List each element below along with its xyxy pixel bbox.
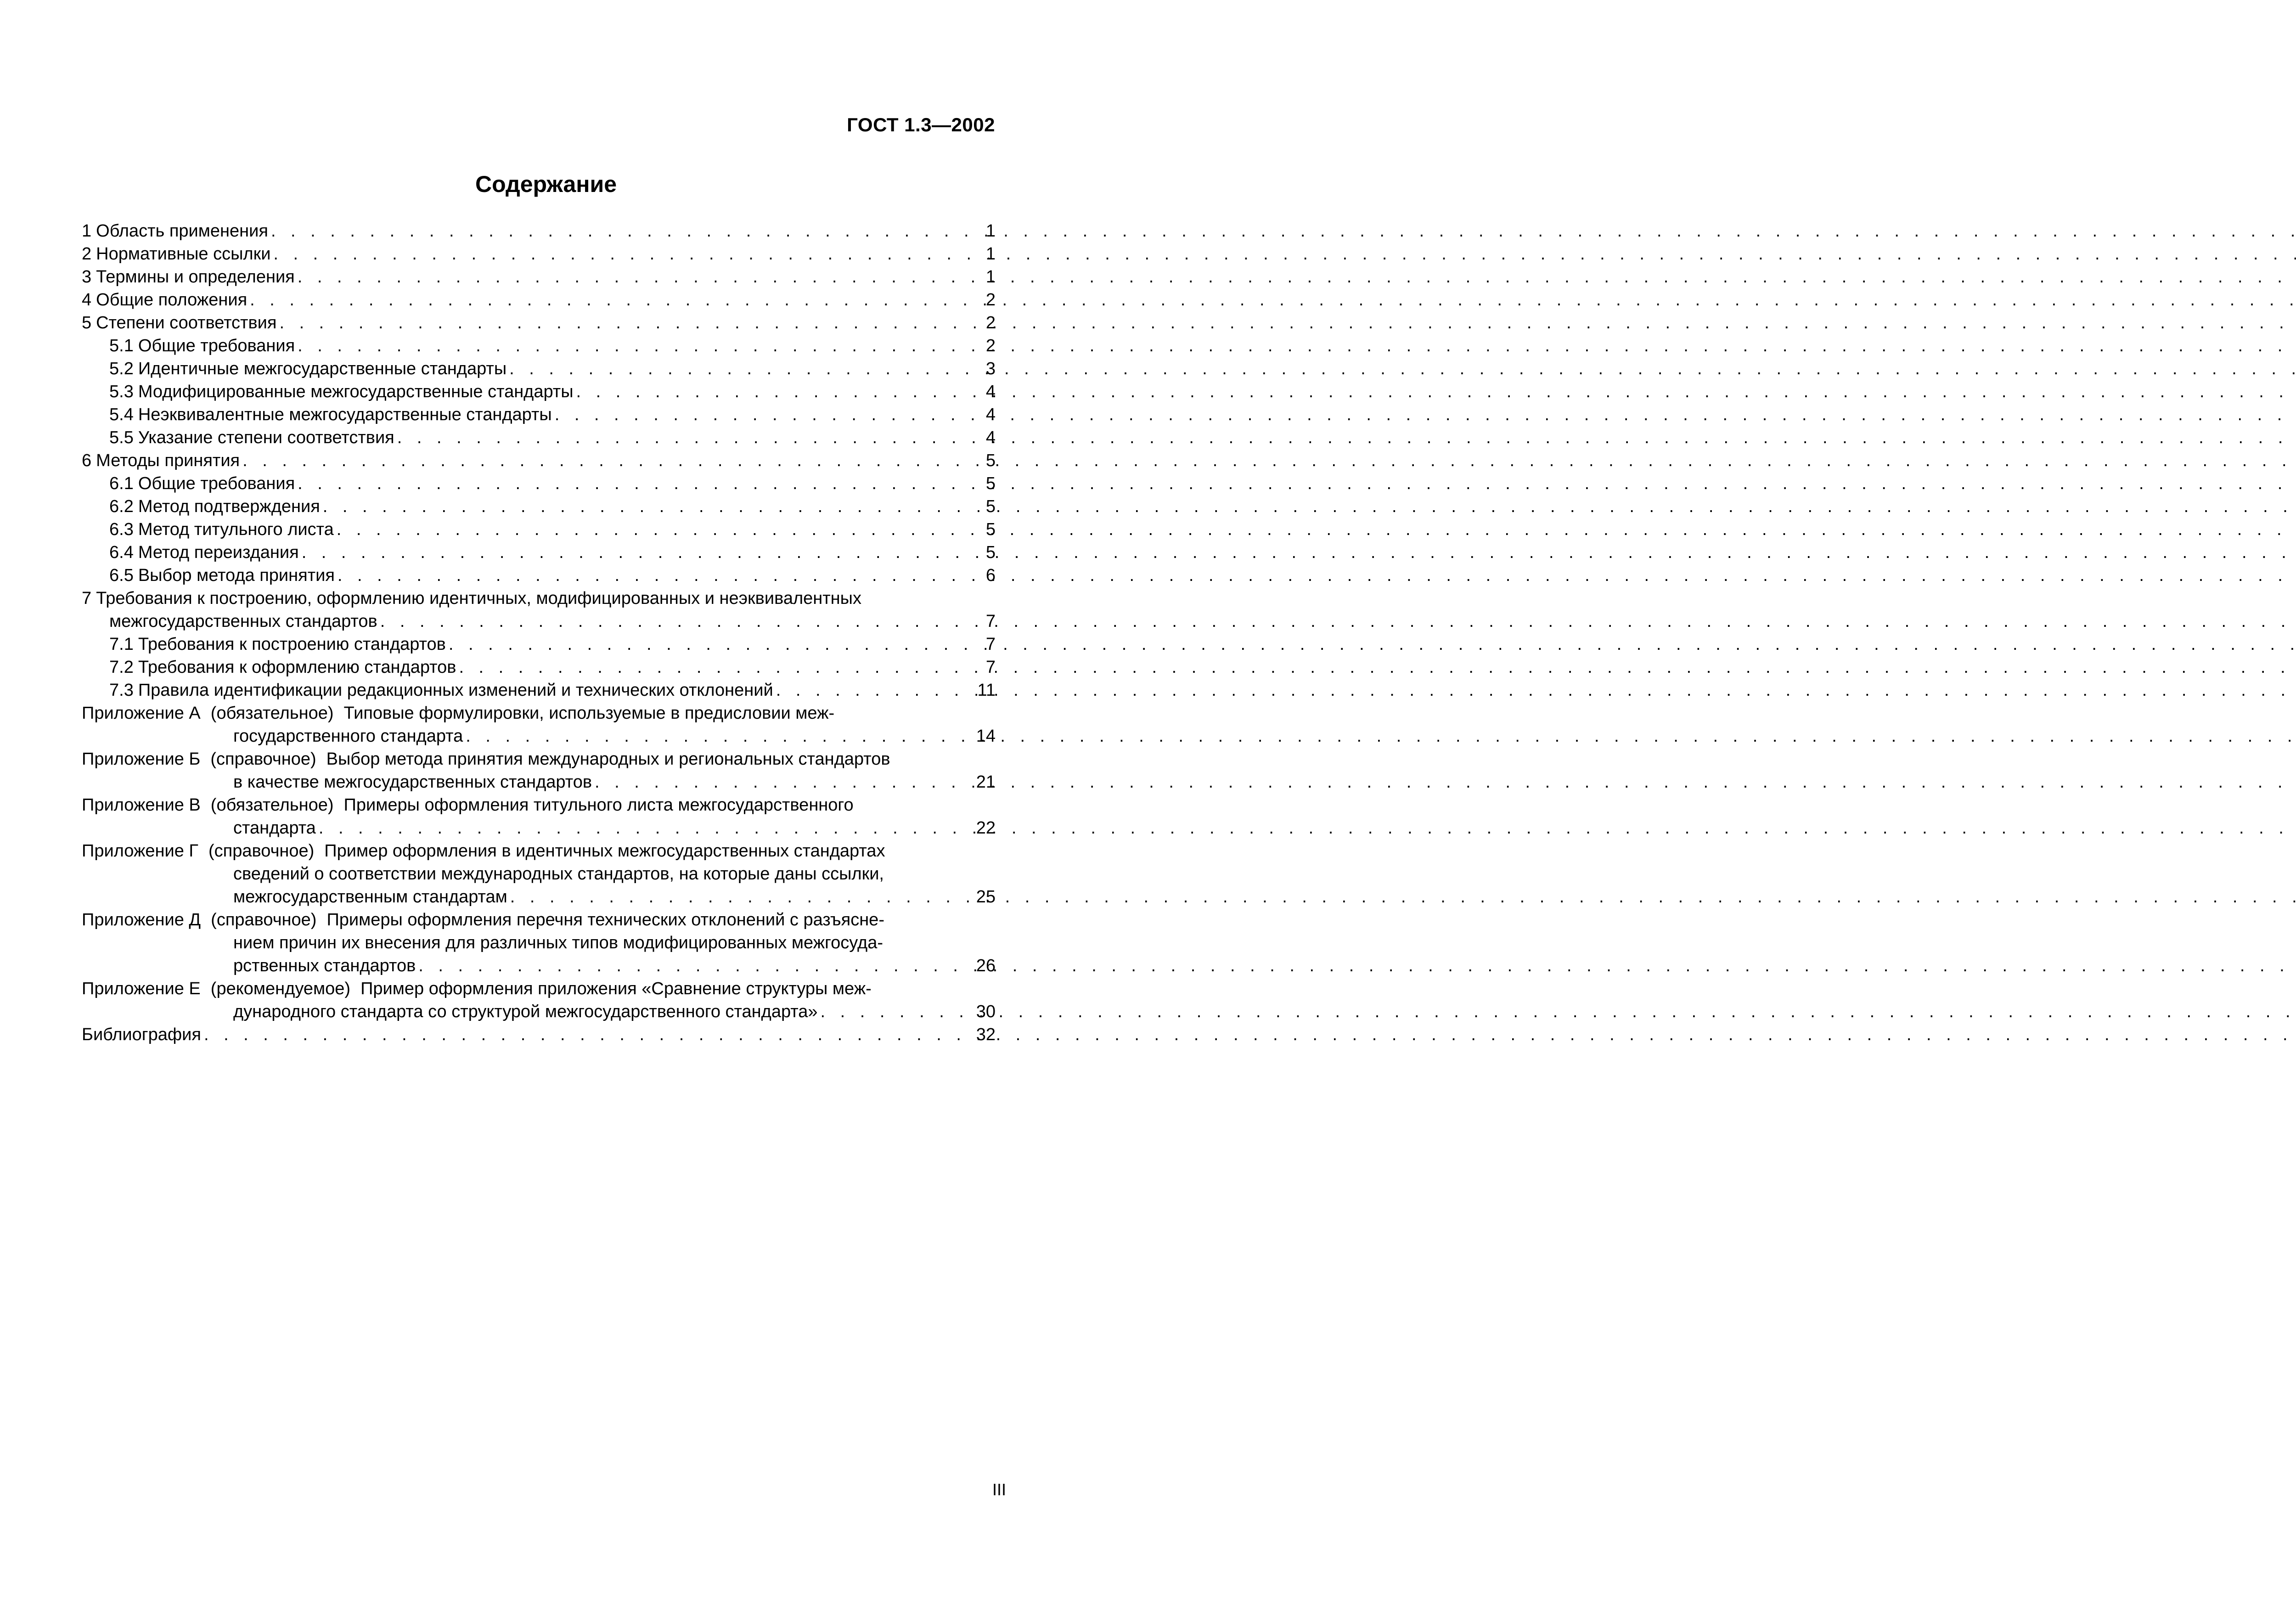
appendix-title: дународного стандарта со структурой межгосударственного стандарта» [233, 1002, 818, 1021]
leader-dots [250, 288, 984, 311]
toc-entry-line [82, 908, 996, 931]
toc-entry-line [82, 931, 996, 954]
toc-entry-line [82, 242, 996, 265]
toc-entry-page: 30 [976, 1002, 996, 1021]
toc-entry-title: Выбор метода принятия [138, 566, 335, 585]
toc-entry-number: 7.1 [109, 635, 134, 654]
toc-entry-page: 6 [985, 566, 996, 585]
toc-entry-number: 6.4 [109, 543, 134, 562]
toc-entry-number: 5.4 [109, 405, 134, 424]
toc-entry-page: 7 [985, 635, 996, 654]
toc-entry-title: Модифицированные межгосударственные стандарты [138, 382, 574, 401]
toc-entry-line [82, 426, 996, 449]
toc-entry-title: Общие положения [96, 290, 248, 310]
toc-entry-line [82, 403, 996, 426]
appendix-label: Приложение Е [82, 979, 201, 998]
leader-dots [776, 679, 976, 702]
toc-entry[interactable] [82, 265, 996, 288]
toc-entry-title: Область применения [96, 221, 268, 241]
toc-entry[interactable] [82, 472, 996, 495]
toc-entry[interactable] [82, 449, 996, 472]
leader-dots [397, 426, 984, 449]
toc-entry[interactable] [82, 403, 996, 426]
toc-entry-title: Метод подтверждения [138, 497, 320, 516]
toc-entry[interactable] [82, 426, 996, 449]
toc-entry-line [82, 656, 996, 679]
toc-entry-line [82, 862, 996, 885]
appendix-title: Примеры оформления перечня технических отклонений с разъясне- [326, 910, 884, 929]
toc-entry-page: 4 [985, 405, 996, 424]
toc-entry-page: 5 [985, 451, 996, 470]
toc-entry-number: 6.5 [109, 566, 134, 585]
leader-dots [509, 357, 984, 380]
toc-entry-number: 6.3 [109, 520, 134, 539]
document-page [0, 0, 1139, 1611]
toc-entry-page: 21 [976, 772, 996, 792]
toc-entry-title: Методы принятия [96, 451, 240, 470]
toc-entry-line [82, 220, 996, 242]
toc-entry[interactable] [82, 380, 996, 403]
toc-entry[interactable] [82, 311, 996, 334]
toc-entry-title: Метод титульного листа [138, 520, 334, 539]
appendix-label: Приложение В [82, 795, 201, 815]
leader-dots [595, 771, 974, 794]
appendix-title: межгосударственным стандартам [233, 887, 507, 907]
leader-dots [319, 817, 974, 839]
toc-entry-number: 5.1 [109, 336, 134, 355]
table-of-contents [82, 220, 996, 1046]
toc-entry[interactable] [82, 495, 996, 518]
toc-appendix-entry[interactable] [82, 908, 996, 977]
toc-entry-line [82, 794, 996, 817]
appendix-title: Типовые формулировки, используемые в предисловии меж- [343, 704, 835, 723]
toc-entry-title: Общие требования [138, 474, 295, 493]
toc-entry[interactable] [82, 656, 996, 679]
appendix-title: государственного стандарта [233, 727, 463, 746]
appendix-status: (обязательное) [210, 795, 334, 815]
toc-entry-page: 7 [985, 612, 996, 631]
toc-entry-line [82, 954, 996, 977]
appendix-status: (справочное) [208, 841, 315, 861]
toc-entry-line [82, 587, 996, 610]
appendix-status: (справочное) [211, 910, 317, 929]
toc-entry[interactable] [82, 518, 996, 541]
toc-appendix-entry[interactable] [82, 748, 996, 794]
toc-entry-number: 6 [82, 451, 92, 470]
toc-entry-line [82, 885, 996, 908]
leader-dots [338, 564, 984, 587]
appendix-title: Пример оформления приложения «Сравнение структуры меж- [360, 979, 872, 998]
toc-appendix-entry[interactable] [82, 839, 996, 908]
appendix-title: Выбор метода принятия международных и региональных стандартов [326, 749, 890, 769]
toc-entry-page: 5 [985, 497, 996, 516]
toc-entry-line [82, 1023, 996, 1046]
toc-entry[interactable] [82, 541, 996, 564]
toc-entry-line [82, 725, 996, 748]
toc-entry-page: 2 [985, 290, 996, 310]
toc-entry[interactable] [82, 334, 996, 357]
toc-entry-title: Требования к оформлению стандартов [138, 658, 456, 677]
toc-entry[interactable] [82, 564, 996, 587]
toc-entry-number: 4 [82, 290, 92, 310]
appendix-title: в качестве межгосударственных стандартов [233, 772, 592, 792]
document-code: ГОСТ 1.3—2002 [847, 114, 995, 135]
toc-entry-number: 5.5 [109, 428, 134, 447]
toc-entry-line [82, 564, 996, 587]
toc-entry-number: 7.2 [109, 658, 134, 677]
toc-entry-title: Идентичные межгосударственные стандарты [138, 359, 507, 378]
toc-entry-title: Правила идентификации редакционных изменений и технических отклонений [138, 681, 773, 700]
toc-entry[interactable] [82, 288, 996, 311]
toc-entry-line [82, 472, 996, 495]
toc-entry-title: Указание степени соответствия [138, 428, 394, 447]
leader-dots [323, 495, 984, 518]
toc-entry-line [82, 541, 996, 564]
toc-entry-page: 1 [985, 244, 996, 264]
toc-entry-title: Неэквивалентные межгосударственные стандарты [138, 405, 552, 424]
toc-entry-line [82, 702, 996, 725]
toc-bibliography-entry[interactable] [82, 1023, 996, 1046]
leader-dots [510, 885, 974, 908]
appendix-title: нием причин их внесения для различных типов модифицированных межгосуда- [233, 933, 883, 952]
appendix-title: рственных стандартов [233, 956, 416, 975]
appendix-title: сведений о соответствии международных стандартов, на которые даны ссылки, [233, 864, 884, 884]
toc-entry-title: Метод переиздания [138, 543, 299, 562]
toc-entry-line [82, 265, 996, 288]
leader-dots [298, 334, 984, 357]
toc-entry-title: Требования к построению стандартов [138, 635, 446, 654]
leader-dots [279, 311, 984, 334]
toc-entry[interactable] [82, 587, 996, 633]
toc-title: Содержание [475, 171, 617, 197]
toc-entry-line [82, 610, 996, 633]
toc-entry-number: 5 [82, 313, 92, 332]
leader-dots [576, 380, 984, 403]
toc-entry-line [82, 449, 996, 472]
toc-entry-line [82, 771, 996, 794]
appendix-label: Приложение Г [82, 841, 199, 861]
toc-entry-line [82, 679, 996, 702]
toc-entry-page: 26 [976, 956, 996, 975]
leader-dots [380, 610, 984, 633]
toc-entry-line [82, 380, 996, 403]
toc-entry-line [82, 311, 996, 334]
leader-dots [273, 242, 984, 265]
toc-entry-page: 32 [976, 1025, 996, 1044]
leader-dots [821, 1000, 974, 1023]
toc-entry-page: 14 [976, 727, 996, 746]
toc-entry-page: 11 [977, 681, 996, 700]
toc-entry-line [82, 495, 996, 518]
toc-entry-number: 2 [82, 244, 92, 264]
toc-entry-title: Степени соответствия [96, 313, 277, 332]
toc-entry[interactable] [82, 242, 996, 265]
toc-entry-page: 7 [985, 658, 996, 677]
page-number: III [992, 1480, 1006, 1499]
toc-entry-page: 4 [985, 428, 996, 447]
appendix-label: Приложение Д [82, 910, 201, 929]
toc-entry-title: Нормативные ссылки [96, 244, 271, 264]
toc-entry-title: Общие требования [138, 336, 295, 355]
toc-entry-line [82, 334, 996, 357]
leader-dots [298, 472, 984, 495]
toc-entry-line [82, 748, 996, 771]
toc-entry-number: 5.2 [109, 359, 134, 378]
appendix-title: Примеры оформления титульного листа межгосударственного [343, 795, 854, 815]
toc-entry-page: 5 [985, 474, 996, 493]
toc-entry-line [82, 288, 996, 311]
toc-entry-number: 7.3 [109, 681, 134, 700]
toc-entry-page: 1 [985, 267, 996, 287]
toc-entry-page: 2 [985, 313, 996, 332]
leader-dots [418, 954, 974, 977]
leader-dots [466, 725, 974, 748]
appendix-label: Приложение А [82, 704, 201, 723]
toc-entry-number: 6.1 [109, 474, 134, 493]
toc-entry-line [82, 633, 996, 656]
leader-dots [242, 449, 984, 472]
bibliography-label: Библиография [82, 1025, 201, 1044]
leader-dots [271, 220, 984, 242]
toc-entry-page: 2 [985, 336, 996, 355]
leader-dots [459, 656, 984, 679]
toc-entry-number: 5.3 [109, 382, 134, 401]
leader-dots [298, 265, 984, 288]
toc-appendix-entry[interactable] [82, 794, 996, 839]
appendix-status: (обязательное) [210, 704, 334, 723]
toc-entry-page: 22 [976, 818, 996, 838]
toc-entry[interactable] [82, 220, 996, 242]
toc-entry-line [82, 357, 996, 380]
appendix-status: (справочное) [210, 749, 316, 769]
appendix-status: (рекомендуемое) [210, 979, 351, 998]
toc-entry-page: 25 [976, 887, 996, 907]
toc-entry-line [82, 977, 996, 1000]
toc-entry-page: 5 [985, 520, 996, 539]
toc-entry-line [82, 1000, 996, 1023]
toc-entry-title: Требования к построению, оформлению идентичных, модифицированных и неэквивалентных [96, 589, 861, 608]
toc-appendix-entry[interactable] [82, 977, 996, 1023]
toc-appendix-entry[interactable] [82, 702, 996, 748]
appendix-title: стандарта [233, 818, 316, 838]
toc-entry-number: 6.2 [109, 497, 134, 516]
leader-dots [555, 403, 984, 426]
toc-entry-number: 1 [82, 221, 92, 241]
leader-dots [204, 1023, 974, 1046]
leader-dots [449, 633, 984, 656]
leader-dots [337, 518, 984, 541]
toc-entry-title: Термины и определения [96, 267, 295, 287]
toc-entry[interactable] [82, 679, 996, 702]
leader-dots [302, 541, 984, 564]
toc-entry-number: 7 [82, 589, 92, 608]
toc-entry-line [82, 817, 996, 839]
toc-entry-number: 3 [82, 267, 92, 287]
appendix-title: Пример оформления в идентичных межгосударственных стандартах [324, 841, 885, 861]
toc-entry[interactable] [82, 357, 996, 380]
toc-entry-page: 1 [985, 221, 996, 241]
toc-entry-page: 5 [985, 543, 996, 562]
toc-entry-title: межгосударственных стандартов [109, 612, 377, 631]
toc-entry-line [82, 518, 996, 541]
toc-entry[interactable] [82, 633, 996, 656]
toc-entry-line [82, 839, 996, 862]
toc-entry-page: 4 [985, 382, 996, 401]
toc-entry-page: 3 [985, 359, 996, 378]
appendix-label: Приложение Б [82, 749, 201, 769]
